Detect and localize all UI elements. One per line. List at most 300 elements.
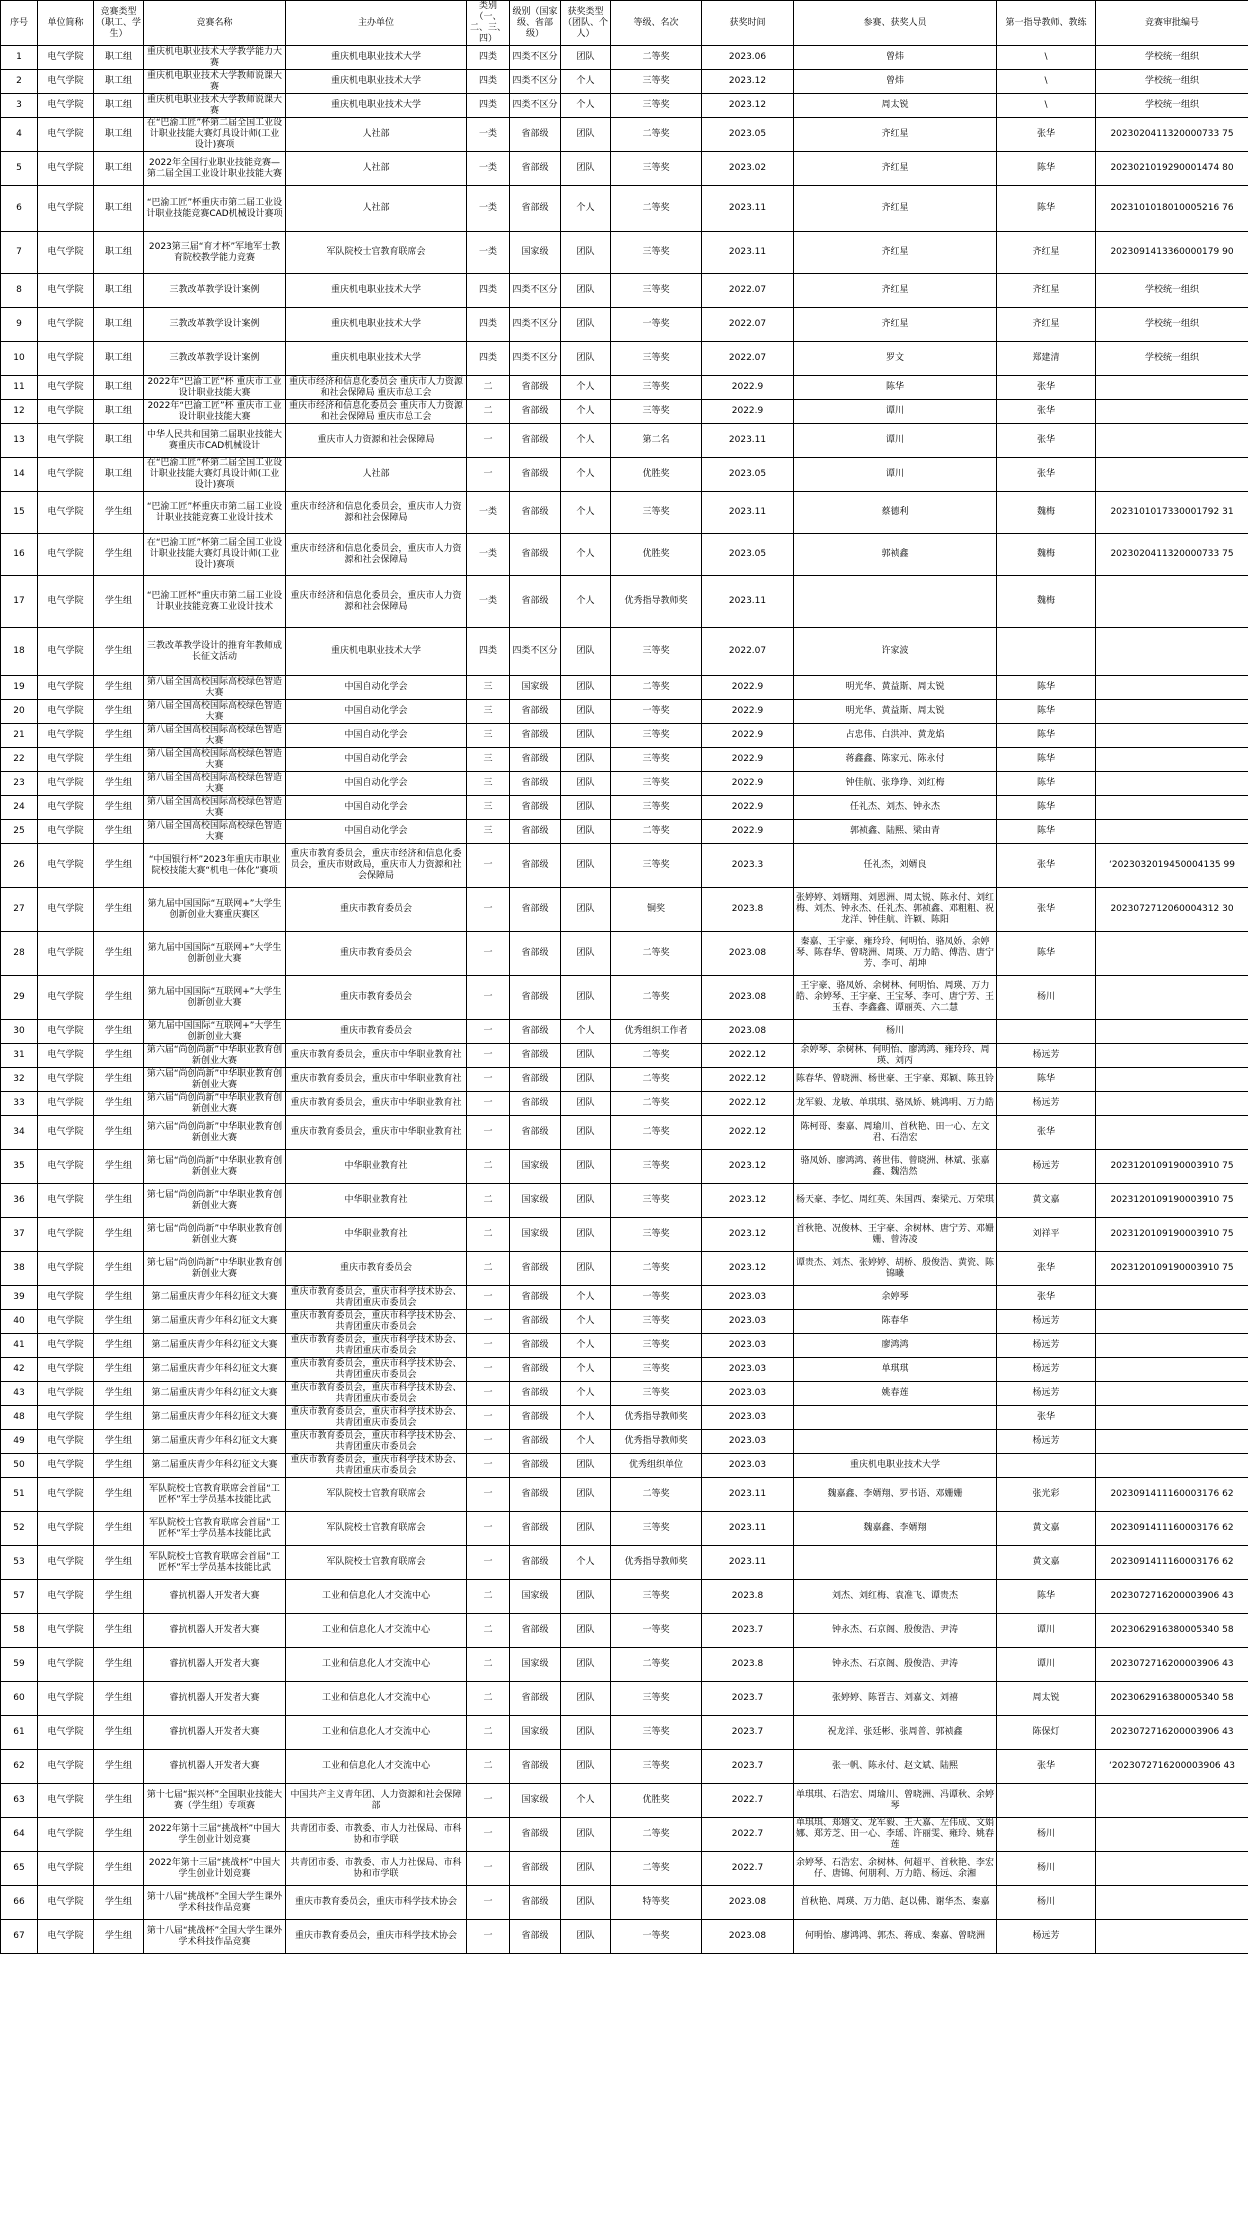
table-cell: 郭祯鑫	[794, 534, 997, 576]
table-cell: 省部级	[510, 186, 561, 232]
table-cell: 2022.7	[702, 1852, 794, 1886]
table-cell: 61	[1, 1716, 38, 1750]
table-cell: 学生组	[94, 1750, 144, 1784]
table-cell: 个人	[561, 1310, 611, 1334]
table-cell: 何明怡、廖鸿鸿、郭杰、蒋成、秦嘉、曾晓洲	[794, 1920, 997, 1954]
table-row	[1, 932, 1248, 976]
table-cell: 四类不区分	[510, 342, 561, 376]
table-cell: 一	[467, 1784, 510, 1818]
header-cell: 竞赛审批编号	[1096, 1, 1248, 46]
table-cell: 2023.08	[702, 1020, 794, 1044]
table-cell: 一	[467, 1334, 510, 1358]
table-row	[1, 1648, 1248, 1682]
table-cell: 2023.7	[702, 1750, 794, 1784]
table-cell: 三等奖	[611, 1310, 702, 1334]
table-cell: 一	[467, 1818, 510, 1852]
table-cell: 四类不区分	[510, 274, 561, 308]
table-cell: 3	[1, 94, 38, 118]
table-body	[1, 46, 1248, 1954]
table-cell: 重庆市教育委员会，重庆市科学技术协会、共青团重庆市委员会	[286, 1430, 467, 1454]
table-cell: 二等奖	[611, 1092, 702, 1116]
table-cell: 学生组	[94, 1358, 144, 1382]
table-cell: 王宇豪、骆凤娇、余树林、何明怡、周瑛、万力皓、余婷琴、王宇豪、王宝琴、李可、唐宁芳、王玉春、李鑫鑫、谭丽英、六二慧	[794, 976, 997, 1020]
table-cell: 省部级	[510, 1334, 561, 1358]
table-cell: 在“巴渝工匠”杯第二届全国工业设计职业技能大赛灯具设计师(工业设计)赛项	[144, 458, 286, 492]
table-cell: 省部级	[510, 1116, 561, 1150]
table-cell: 首秋艳、况俊林、王宇豪、余树林、唐宁芳、邓姗姗、曾涛凌	[794, 1218, 997, 1252]
table-cell: 二	[467, 400, 510, 424]
table-cell: 2023.7	[702, 1614, 794, 1648]
table-cell: 个人	[561, 1286, 611, 1310]
table-cell: 2023.05	[702, 534, 794, 576]
table-cell: 学生组	[94, 628, 144, 676]
table-row	[1, 1580, 1248, 1614]
table-cell: 优秀指导教师奖	[611, 1406, 702, 1430]
table-cell: 工业和信息化人才交流中心	[286, 1682, 467, 1716]
table-cell: 电气学院	[38, 1682, 94, 1716]
table-cell: 2022.07	[702, 274, 794, 308]
table-cell: 35	[1, 1150, 38, 1184]
table-cell: 省部级	[510, 976, 561, 1020]
table-cell: 省部级	[510, 932, 561, 976]
table-cell: 团队	[561, 274, 611, 308]
table-cell: 2023101017330001792 31	[1096, 492, 1248, 534]
header-cell: 主办单位	[286, 1, 467, 46]
table-cell: 学生组	[94, 1334, 144, 1358]
table-cell: 第八届全国高校国际高校绿色智造大赛	[144, 700, 286, 724]
table-cell: 2023120109190003910 75	[1096, 1252, 1248, 1286]
table-cell: 一类	[467, 492, 510, 534]
table-cell: 优胜奖	[611, 458, 702, 492]
table-row	[1, 534, 1248, 576]
table-cell: 51	[1, 1478, 38, 1512]
table-cell: 30	[1, 1020, 38, 1044]
table-cell: 一	[467, 976, 510, 1020]
table-cell: 重庆市教育委员会	[286, 932, 467, 976]
table-cell: 三等奖	[611, 844, 702, 888]
table-cell: 二	[467, 1184, 510, 1218]
table-cell: 第二届重庆青少年科幻征文大赛	[144, 1310, 286, 1334]
table-cell: 省部级	[510, 1852, 561, 1886]
table-row	[1, 820, 1248, 844]
table-cell: 省部级	[510, 424, 561, 458]
table-cell	[1096, 676, 1248, 700]
table-cell: 电气学院	[38, 534, 94, 576]
table-row	[1, 342, 1248, 376]
table-cell: 2023.8	[702, 888, 794, 932]
table-cell: 省部级	[510, 1358, 561, 1382]
table-cell: 杨远芳	[997, 1382, 1096, 1406]
table-cell: 电气学院	[38, 1430, 94, 1454]
table-cell: 一	[467, 1852, 510, 1886]
table-cell: 学生组	[94, 820, 144, 844]
table-cell: 省部级	[510, 888, 561, 932]
table-cell: 第八届全国高校国际高校绿色智造大赛	[144, 820, 286, 844]
table-row	[1, 576, 1248, 628]
table-cell: 三教改革教学设计案例	[144, 308, 286, 342]
table-row	[1, 1252, 1248, 1286]
table-cell: 省部级	[510, 748, 561, 772]
table-cell: 张光彩	[997, 1478, 1096, 1512]
table-row	[1, 1310, 1248, 1334]
table-cell: 龙军毅、龙敏、单琪琪、骆凤娇、姚鸿明、万力皓	[794, 1092, 997, 1116]
table-cell: 共青团市委、市教委、市人力社保局、市科协和市学联	[286, 1852, 467, 1886]
table-cell: 电气学院	[38, 1358, 94, 1382]
table-cell: 2023.3	[702, 844, 794, 888]
header-cell: 竞赛类型（职工、学生）	[94, 1, 144, 46]
table-cell: 二等奖	[611, 1252, 702, 1286]
table-cell: 团队	[561, 308, 611, 342]
table-cell	[997, 628, 1096, 676]
table-cell: 省部级	[510, 1252, 561, 1286]
table-cell: 一	[467, 1478, 510, 1512]
table-cell: 16	[1, 534, 38, 576]
table-cell: 65	[1, 1852, 38, 1886]
table-cell: 2022.9	[702, 700, 794, 724]
table-cell: 重庆市教育委员会	[286, 976, 467, 1020]
table-cell: 二	[467, 1218, 510, 1252]
table-cell: 个人	[561, 1358, 611, 1382]
table-cell: 军队院校士官教育联席会	[286, 232, 467, 274]
table-cell	[1096, 1920, 1248, 1954]
table-cell: 2023.03	[702, 1358, 794, 1382]
table-cell: 人社部	[286, 152, 467, 186]
table-cell: 省部级	[510, 700, 561, 724]
table-cell: 64	[1, 1818, 38, 1852]
table-cell: 团队	[561, 1454, 611, 1478]
table-cell: 电气学院	[38, 1286, 94, 1310]
table-cell: 陈华	[794, 376, 997, 400]
table-cell: 学生组	[94, 932, 144, 976]
table-cell: 电气学院	[38, 1648, 94, 1682]
table-cell: 三等奖	[611, 1150, 702, 1184]
table-cell: 电气学院	[38, 1614, 94, 1648]
table-cell: 职工组	[94, 458, 144, 492]
table-cell: 2023.11	[702, 1512, 794, 1546]
table-cell: 陈华	[997, 1068, 1096, 1092]
table-cell: 三等奖	[611, 274, 702, 308]
table-cell: 单琪琪	[794, 1358, 997, 1382]
table-cell: 钟佳航、张琤琤、刘红梅	[794, 772, 997, 796]
table-cell: 廖鸿鸿	[794, 1334, 997, 1358]
table-cell: 优胜奖	[611, 1784, 702, 1818]
table-cell: 2022.9	[702, 772, 794, 796]
table-cell: 单琪琪、石浩宏、周瑜川、曾晓洲、冯谭秋、余婷琴	[794, 1784, 997, 1818]
table-cell: “巴渝工匠杯”重庆市第二届工业设计职业技能竞赛工业设计技术	[144, 576, 286, 628]
table-cell: 杨远芳	[997, 1044, 1096, 1068]
table-cell: 42	[1, 1358, 38, 1382]
table-cell: 军队院校士官教育联席会首届“工匠杯”军士学员基本技能比武	[144, 1512, 286, 1546]
table-cell: 二	[467, 1150, 510, 1184]
table-cell: 齐红星	[997, 308, 1096, 342]
table-cell	[794, 1546, 997, 1580]
table-cell: 曾炜	[794, 70, 997, 94]
table-cell: 电气学院	[38, 376, 94, 400]
table-cell: 二	[467, 1580, 510, 1614]
table-cell: 电气学院	[38, 1784, 94, 1818]
table-cell: 41	[1, 1334, 38, 1358]
table-cell: 第六届“尚创尚新”中华职业教育创新创业大赛	[144, 1116, 286, 1150]
table-cell: 电气学院	[38, 748, 94, 772]
table-cell: 二等奖	[611, 118, 702, 152]
table-cell: 团队	[561, 628, 611, 676]
table-cell: 国家级	[510, 232, 561, 274]
table-cell	[1096, 700, 1248, 724]
table-cell: 电气学院	[38, 1920, 94, 1954]
table-cell: 张华	[997, 1252, 1096, 1286]
table-cell: 2023120109190003910 75	[1096, 1218, 1248, 1252]
table-cell: 电气学院	[38, 1818, 94, 1852]
table-cell: 13	[1, 424, 38, 458]
table-cell: 杨远芳	[997, 1334, 1096, 1358]
table-cell: 二	[467, 1682, 510, 1716]
table-cell: 一等奖	[611, 308, 702, 342]
table-cell: 张华	[997, 844, 1096, 888]
table-cell: 齐红星	[794, 118, 997, 152]
table-cell: 2023062916380005340 58	[1096, 1614, 1248, 1648]
table-cell: 重庆市教育委员会，重庆市科学技术协会、共青团重庆市委员会	[286, 1454, 467, 1478]
table-cell: 省部级	[510, 534, 561, 576]
table-cell: 63	[1, 1784, 38, 1818]
table-cell: 三等奖	[611, 1580, 702, 1614]
table-cell: 张华	[997, 1286, 1096, 1310]
table-cell	[794, 576, 997, 628]
table-row	[1, 772, 1248, 796]
table-cell: 电气学院	[38, 1546, 94, 1580]
table-cell: 电气学院	[38, 932, 94, 976]
table-cell: 三等奖	[611, 1682, 702, 1716]
table-row	[1, 232, 1248, 274]
table-row	[1, 1184, 1248, 1218]
table-cell: 电气学院	[38, 94, 94, 118]
table-cell: 个人	[561, 1382, 611, 1406]
table-cell: 杨远芳	[997, 1920, 1096, 1954]
table-cell: 第二届重庆青少年科幻征文大赛	[144, 1382, 286, 1406]
table-cell: 团队	[561, 1750, 611, 1784]
table-cell: 杨远芳	[997, 1092, 1096, 1116]
table-cell: 团队	[561, 1886, 611, 1920]
table-cell: 2022.12	[702, 1068, 794, 1092]
table-cell: 中华职业教育社	[286, 1150, 467, 1184]
table-cell: 一	[467, 932, 510, 976]
header-cell: 单位简称	[38, 1, 94, 46]
table-cell	[1096, 796, 1248, 820]
header-cell: 竞赛名称	[144, 1, 286, 46]
table-cell: 三等奖	[611, 400, 702, 424]
table-cell: 团队	[561, 676, 611, 700]
table-cell: 第十八届“挑战杯”全国大学生课外学术科技作品竞赛	[144, 1920, 286, 1954]
table-cell: 重庆市教育委员会，重庆市中华职业教育社	[286, 1044, 467, 1068]
table-cell: 张婷婷、刘婿翔、刘恩洲、周太锐、陈永付、刘红梅、刘杰、钟永杰、任礼杰、郭祯鑫、邓粗粗、祝龙洋、钟佳航、许颖、陈阳	[794, 888, 997, 932]
table-row	[1, 376, 1248, 400]
table-cell: 学生组	[94, 1546, 144, 1580]
table-cell: “巴渝工匠”杯重庆市第二届工业设计职业技能竞赛工业设计技术	[144, 492, 286, 534]
table-cell: 学生组	[94, 576, 144, 628]
table-cell: 2023.7	[702, 1716, 794, 1750]
table-cell	[997, 1020, 1096, 1044]
table-cell: 省部级	[510, 796, 561, 820]
table-cell: 杨天豪、李忆、周红英、朱国西、秦梁元、万荣琪	[794, 1184, 997, 1218]
table-cell: 21	[1, 724, 38, 748]
table-cell: 电气学院	[38, 1334, 94, 1358]
table-cell: 电气学院	[38, 628, 94, 676]
table-cell: 2023.03	[702, 1334, 794, 1358]
table-cell: 团队	[561, 1852, 611, 1886]
table-cell: 2023.7	[702, 1682, 794, 1716]
table-cell: 省部级	[510, 1750, 561, 1784]
table-cell: 23	[1, 772, 38, 796]
table-cell: 魏嘉鑫、李婿翔、罗书语、邓姗姗	[794, 1478, 997, 1512]
table-row	[1, 1716, 1248, 1750]
table-cell: 电气学院	[38, 46, 94, 70]
header-row	[1, 1, 1248, 46]
table-cell: 学生组	[94, 676, 144, 700]
table-cell: 共青团市委、市教委、市人力社保局、市科协和市学联	[286, 1818, 467, 1852]
table-cell: 三教改革教学设计案例	[144, 274, 286, 308]
table-cell: 国家级	[510, 1184, 561, 1218]
table-cell: 第六届“尚创尚新”中华职业教育创新创业大赛	[144, 1068, 286, 1092]
table-cell: 重庆机电职业技术大学	[286, 342, 467, 376]
table-cell: 2022.9	[702, 376, 794, 400]
table-cell: 省部级	[510, 1682, 561, 1716]
table-cell: 团队	[561, 46, 611, 70]
table-cell: 28	[1, 932, 38, 976]
table-cell: 一	[467, 424, 510, 458]
table-cell: 特等奖	[611, 1886, 702, 1920]
table-cell: 三等奖	[611, 796, 702, 820]
table-cell: 学生组	[94, 1252, 144, 1286]
table-cell: 一	[467, 1068, 510, 1092]
table-cell: 一等奖	[611, 1920, 702, 1954]
table-cell: 重庆机电职业技术大学教学能力大赛	[144, 46, 286, 70]
table-cell: 学生组	[94, 1478, 144, 1512]
table-cell: 二等奖	[611, 1648, 702, 1682]
table-cell: 中国自动化学会	[286, 724, 467, 748]
table-cell: 学校统一组织	[1096, 308, 1248, 342]
table-cell: 张华	[997, 118, 1096, 152]
table-cell	[1096, 1454, 1248, 1478]
table-cell: 电气学院	[38, 458, 94, 492]
table-cell: 周太锐	[997, 1682, 1096, 1716]
table-cell	[997, 1454, 1096, 1478]
table-cell: 职工组	[94, 46, 144, 70]
table-row	[1, 1406, 1248, 1430]
table-cell: 明光华、黄益斯、周太锐	[794, 676, 997, 700]
table-cell: 电气学院	[38, 820, 94, 844]
table-cell: 蔡德利	[794, 492, 997, 534]
table-cell: 省部级	[510, 376, 561, 400]
table-row	[1, 1886, 1248, 1920]
table-cell: 省部级	[510, 1382, 561, 1406]
table-cell: 个人	[561, 376, 611, 400]
table-cell: 二等奖	[611, 1116, 702, 1150]
table-cell: 电气学院	[38, 274, 94, 308]
table-cell: 2023.02	[702, 152, 794, 186]
table-cell: 张华	[997, 1116, 1096, 1150]
table-cell	[1096, 1068, 1248, 1092]
table-cell: 电气学院	[38, 676, 94, 700]
table-cell: 2023072716200003906 43	[1096, 1580, 1248, 1614]
table-cell: 陈华	[997, 820, 1096, 844]
table-cell: 学生组	[94, 1614, 144, 1648]
table-cell: 18	[1, 628, 38, 676]
table-cell: 重庆市教育委员会，重庆市科学技术协会、共青团重庆市委员会	[286, 1334, 467, 1358]
table-cell: 中华人民共和国第二届职业技能大赛重庆市CAD机械设计	[144, 424, 286, 458]
table-cell	[1096, 424, 1248, 458]
table-cell: 省部级	[510, 1044, 561, 1068]
table-cell: 二等奖	[611, 1044, 702, 1068]
table-cell: 重庆机电职业技术大学	[286, 628, 467, 676]
table-cell: 三	[467, 700, 510, 724]
table-cell: 20	[1, 700, 38, 724]
table-cell: 学生组	[94, 888, 144, 932]
table-cell: 电气学院	[38, 772, 94, 796]
table-cell: 学生组	[94, 700, 144, 724]
table-cell: 2022.9	[702, 748, 794, 772]
table-cell: 2023.11	[702, 1546, 794, 1580]
table-cell: 一	[467, 1092, 510, 1116]
table-cell: 第十八届“挑战杯”全国大学生课外学术科技作品竞赛	[144, 1886, 286, 1920]
table-cell: 团队	[561, 1092, 611, 1116]
table-cell: 齐红星	[997, 274, 1096, 308]
table-cell: 50	[1, 1454, 38, 1478]
table-cell: 第九届中国国际“互联网+”大学生创新创业大赛	[144, 976, 286, 1020]
table-cell: 职工组	[94, 400, 144, 424]
table-cell: 四类不区分	[510, 628, 561, 676]
table-cell: 11	[1, 376, 38, 400]
table-cell: 团队	[561, 748, 611, 772]
table-cell: 张华	[997, 400, 1096, 424]
table-cell: 省部级	[510, 492, 561, 534]
table-cell: 职工组	[94, 94, 144, 118]
table-cell: 电气学院	[38, 1020, 94, 1044]
table-cell: 学校统一组织	[1096, 342, 1248, 376]
table-cell: 60	[1, 1682, 38, 1716]
table-cell: 个人	[561, 1334, 611, 1358]
table-cell: 省部级	[510, 1886, 561, 1920]
table-row	[1, 1092, 1248, 1116]
table-cell: 钟永杰、石京阁、殷俊浩、尹涛	[794, 1648, 997, 1682]
table-cell: 省部级	[510, 1310, 561, 1334]
table-row	[1, 700, 1248, 724]
table-cell: 祝龙洋、张廷彬、张周普、郭祯鑫	[794, 1716, 997, 1750]
table-cell: 钟永杰、石京阁、殷俊浩、尹涛	[794, 1614, 997, 1648]
table-cell: 2022年“巴渝工匠”杯 重庆市工业设计职业技能大赛	[144, 376, 286, 400]
table-cell: 陈华	[997, 772, 1096, 796]
table-cell: 重庆市教育委员会，重庆市科学技术协会、共青团重庆市委员会	[286, 1406, 467, 1430]
table-cell: 四类	[467, 342, 510, 376]
table-cell: 重庆市经济和信息化委员会 重庆市人力资源和社会保障局 重庆市总工会	[286, 376, 467, 400]
header-cell: 级别（国家级、省部级）	[510, 1, 561, 46]
table-cell: 省部级	[510, 1614, 561, 1648]
table-cell: 罗文	[794, 342, 997, 376]
table-cell: 电气学院	[38, 232, 94, 274]
table-row	[1, 1920, 1248, 1954]
table-cell	[1096, 1852, 1248, 1886]
table-cell: 团队	[561, 888, 611, 932]
table-cell: 学生组	[94, 1920, 144, 1954]
table-cell: 军队院校士官教育联席会	[286, 1478, 467, 1512]
table-cell: 四类	[467, 628, 510, 676]
table-cell	[997, 1784, 1096, 1818]
table-cell: 学校统一组织	[1096, 94, 1248, 118]
table-cell: 一	[467, 844, 510, 888]
table-cell: 三等奖	[611, 1334, 702, 1358]
table-cell: 一等奖	[611, 700, 702, 724]
table-cell: 37	[1, 1218, 38, 1252]
table-cell: 陈春华、曾晓洲、杨世豪、王宇豪、郑颖、陈丑铃	[794, 1068, 997, 1092]
table-cell: 学生组	[94, 976, 144, 1020]
